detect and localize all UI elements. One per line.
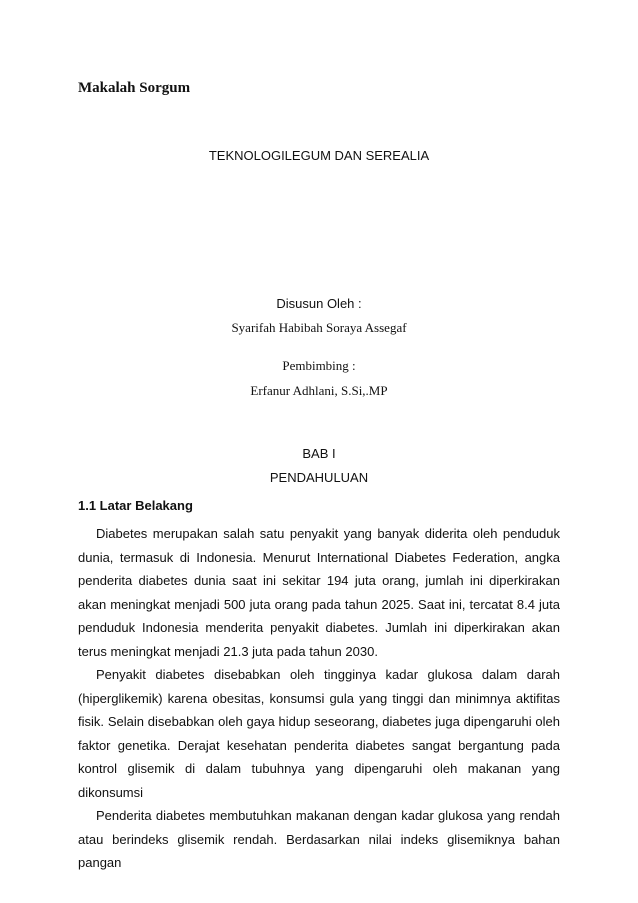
supervisor-heading: Pembimbing :	[282, 358, 356, 373]
chapter-number: BAB I	[302, 446, 336, 461]
paragraph: Penderita diabetes membutuhkan makanan dengan kadar glukosa yang rendah atau berindeks glisemik rendah. Berdasarkan nilai indeks glisemiknya bahan pangan	[78, 808, 560, 870]
body-text	[78, 522, 560, 875]
author-name: Syarifah Habibah Soraya Assegaf	[231, 320, 407, 335]
chapter-title: PENDAHULUAN	[269, 470, 369, 485]
paragraph: Diabetes merupakan salah satu penyakit yang banyak diderita oleh penduduk dunia, termasuk di Indonesia. Menurut International Diabetes Federation, angka penderita diabetes dunia saat ini sekitar 194 juta orang, jumlah ini diperkirakan akan meningkat menjadi 500 juta orang pada tahun 2025. Saat ini, tercatat 8.4 juta penduduk Indonesia menderita penyakit diabetes. Jumlah ini diperkirakan akan terus meningkat menjadi 21.3 juta pada tahun 2030.	[78, 526, 560, 659]
paragraph: Penyakit diabetes disebabkan oleh tingginya kadar glukosa dalam darah (hiperglikemik) karena obesitas, konsumsi gula yang tinggi dan minimnya aktifitas fisik. Selain disebabkan oleh gaya hidup seseorang, diabetes juga dipengaruhi oleh faktor genetika. Derajat kesehatan penderita diabetes sangat bergantung pada kontrol glisemik di dalam tubuhnya yang dipengaruhi oleh makanan yang dikonsumsi	[78, 667, 560, 800]
document-title: Makalah Sorgum	[78, 80, 191, 96]
section-heading: 1.1 Latar Belakang	[78, 498, 193, 513]
author-heading: Disusun Oleh :	[276, 296, 362, 311]
document-subtitle: TEKNOLOGILEGUM DAN SEREALIA	[208, 148, 430, 163]
supervisor-name: Erfanur Adhlani, S.Si,.MP	[250, 383, 388, 398]
